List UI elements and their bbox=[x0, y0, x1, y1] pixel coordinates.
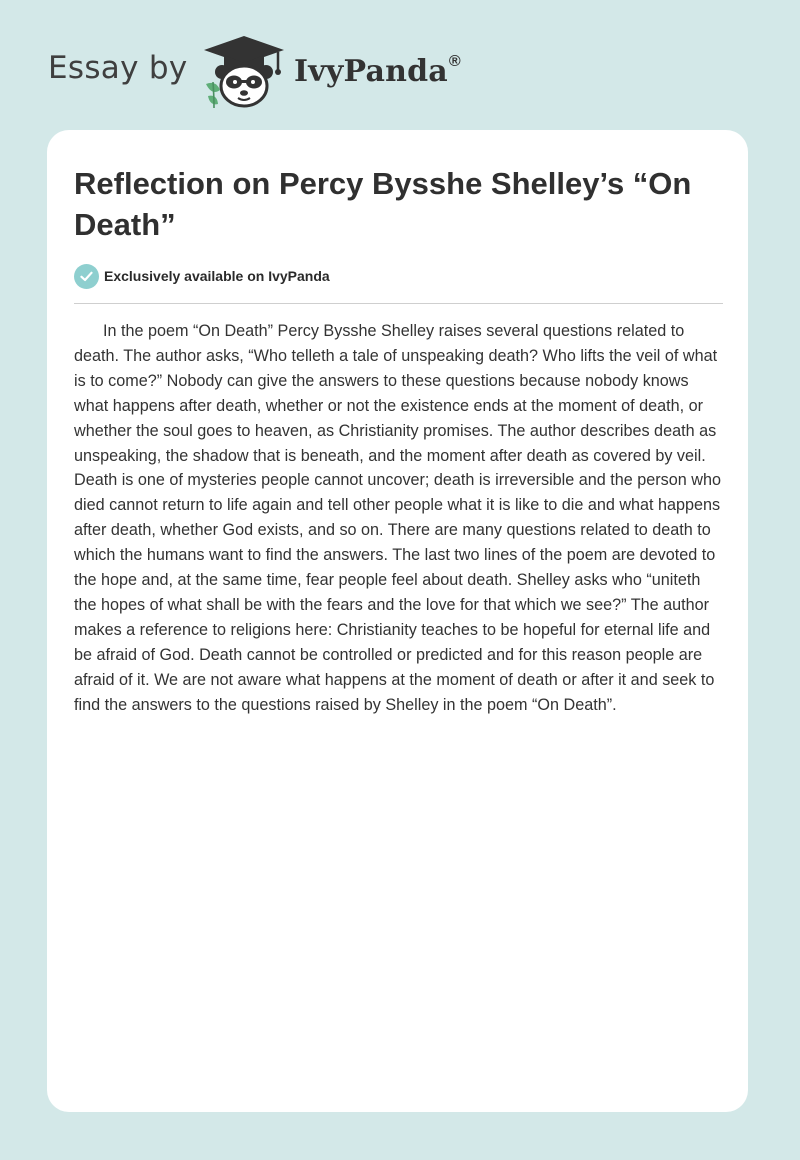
brand-name-text: IvyPanda bbox=[294, 54, 448, 89]
panda-logo-icon[interactable] bbox=[202, 34, 286, 110]
essay-title: Reflection on Percy Bysshe Shelley’s “On Death” bbox=[74, 166, 692, 242]
exclusive-badge bbox=[74, 263, 330, 289]
brand-name[interactable] bbox=[294, 54, 461, 89]
title-divider bbox=[74, 303, 723, 304]
check-icon bbox=[74, 264, 99, 289]
registered-mark: ® bbox=[448, 53, 461, 70]
essay-by-label: Essay by bbox=[48, 50, 188, 86]
site-header bbox=[48, 30, 468, 110]
essay-paragraph: In the poem “On Death” Percy Bysshe Shelley raises several questions related to death. The author asks, “Who telleth a tale of unspeaking death? Who lifts the veil of what is to come?” Nobody can give the answers to these questions because nobody knows what happens after death, whether or not the existence ends at the moment of death, or whether the soul goes to heaven, as Christianity promises. The author describes death as unspeaking, the shadow that is beneath, and the moment after death as covered by veil. Death is one of mysteries people cannot uncover; death is irreversible and the person who died cannot return to life again and tell other people what it is like to die and what happens after death, whether God exists, and so on. There are many questions related to death to which the humans want to find the answers. The last two lines of the poem are devoted to the hope and, at the same time, fear people feel about death. Shelley asks who “uniteth the hopes of what shall be with the fears and the love for that which we see?” The author makes a reference to religions here: Christianity teaches to be hopeful for eternal life and be afraid of God. Death cannot be controlled or predicted and for this reason people are afraid of it. We are not aware what happens at the moment of death or after it and seek to find the answers to the questions raised by Shelley in the poem “On Death”. bbox=[74, 322, 721, 714]
exclusive-label: Exclusively available on IvyPanda bbox=[104, 268, 330, 284]
essay-card bbox=[47, 130, 748, 1112]
